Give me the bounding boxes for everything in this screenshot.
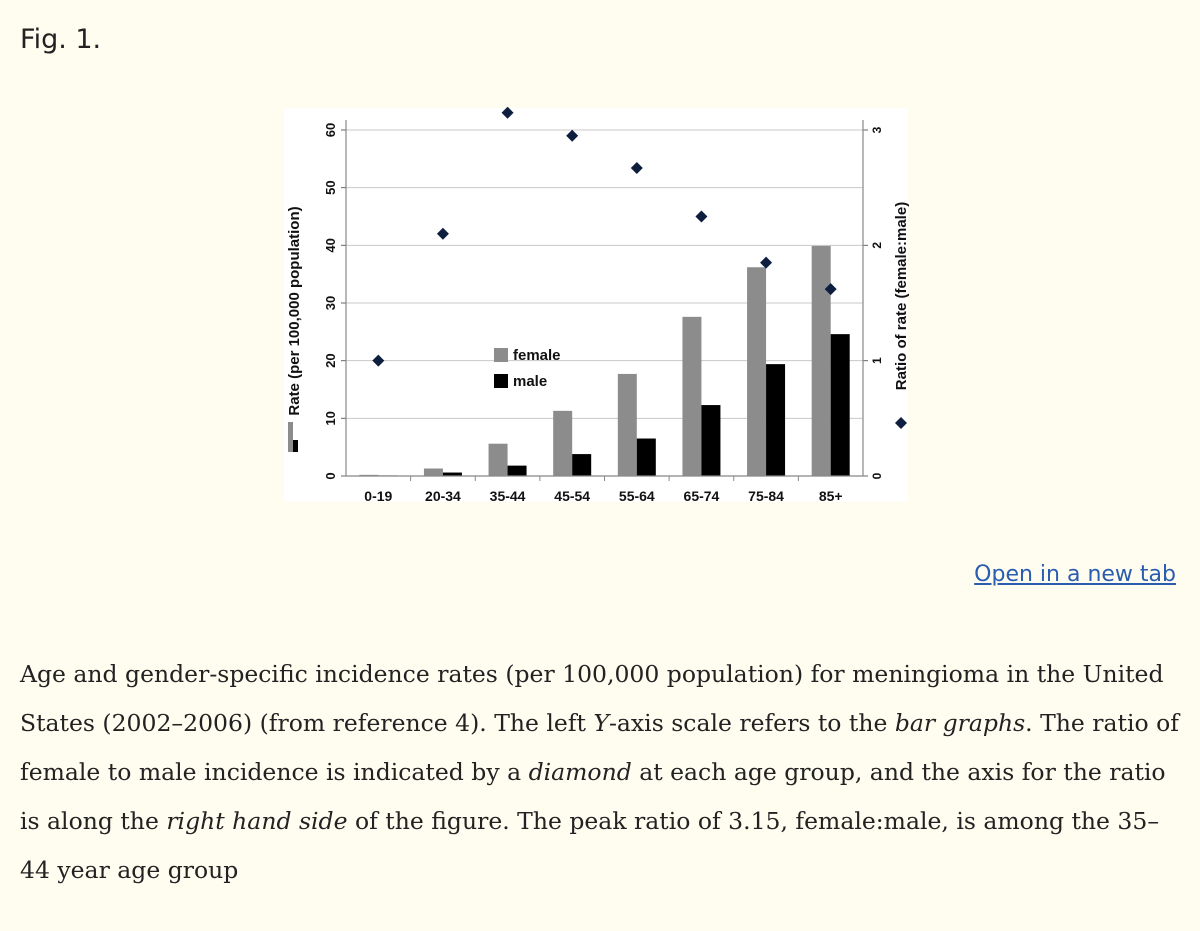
caption-text-5: of the figure. The peak ratio of 3.15, female:male, is among the 35–44 year age group	[20, 807, 1160, 884]
x-tick-label: 20-34	[425, 488, 461, 504]
caption-em-right-hand-side: right hand side	[166, 807, 348, 835]
y2-tick-label: 0	[870, 472, 884, 480]
bar-female-75-84	[747, 267, 766, 476]
y-axis-label: Rate (per 100,000 population)	[286, 206, 303, 416]
bar-male-75-84	[766, 364, 785, 476]
legend-label-female: female	[513, 347, 561, 364]
figure-caption	[20, 650, 1180, 895]
caption-em-diamond: diamond	[528, 758, 632, 786]
bar-male-45-54	[572, 454, 591, 476]
x-tick-label: 45-54	[554, 488, 591, 504]
caption-text-4: at each age group, and the axis for the ratio is along the	[20, 758, 1166, 835]
bar-male-35-44	[508, 466, 527, 476]
legend-swatch-male	[494, 374, 508, 388]
x-tick-label: 75-84	[748, 488, 784, 504]
open-in-new-tab-link[interactable]: Open in a new tab	[974, 562, 1176, 587]
y-tick-label: 40	[323, 238, 338, 253]
ylabel-swatch-female	[288, 422, 293, 452]
caption-em-y: Y	[593, 709, 609, 737]
y-tick-label: 20	[323, 353, 338, 368]
bar-male-55-64	[637, 439, 656, 476]
bar-female-35-44	[489, 444, 508, 476]
x-tick-label: 55-64	[618, 488, 655, 504]
y2-tick-label: 2	[870, 241, 884, 249]
caption-text-3: . The ratio of female to male incidence is indicated by a	[20, 709, 1179, 786]
chart-figure	[280, 106, 912, 506]
caption-text-1: Age and gender-specific incidence rates (per 100,000 population) for meningioma in the United States (2002–2006) (from reference 4). The left	[20, 660, 1164, 737]
y-tick-label: 60	[323, 122, 338, 138]
incidence-chart	[280, 106, 912, 506]
y-tick-label: 50	[323, 180, 338, 195]
x-tick-label: 35-44	[489, 488, 526, 504]
y2-tick-label: 3	[870, 126, 884, 134]
legend-label-male: male	[513, 373, 548, 390]
figure-label: Fig. 1.	[20, 24, 102, 55]
x-tick-label: 85+	[818, 488, 843, 504]
y-tick-label: 10	[323, 411, 338, 426]
y2-axis-label: Ratio of rate (female:male)	[893, 201, 910, 391]
bar-male-85+	[831, 334, 850, 476]
bar-female-55-64	[618, 374, 637, 476]
y-tick-label: 30	[323, 295, 338, 311]
y-tick-label: 0	[323, 472, 338, 480]
ylabel-swatch-male	[293, 440, 298, 452]
caption-em-bar-graphs: bar graphs	[894, 709, 1026, 737]
y2-tick-label: 1	[870, 357, 884, 365]
caption-text-2: -axis scale refers to the	[608, 709, 895, 737]
bar-male-65-74	[701, 405, 720, 476]
bar-female-85+	[812, 246, 831, 476]
x-tick-label: 0-19	[364, 488, 393, 504]
bar-female-45-54	[553, 411, 572, 476]
x-tick-label: 65-74	[683, 488, 720, 504]
legend-swatch-female	[494, 348, 508, 362]
bar-female-20-34	[424, 469, 443, 476]
bar-female-65-74	[682, 317, 701, 476]
